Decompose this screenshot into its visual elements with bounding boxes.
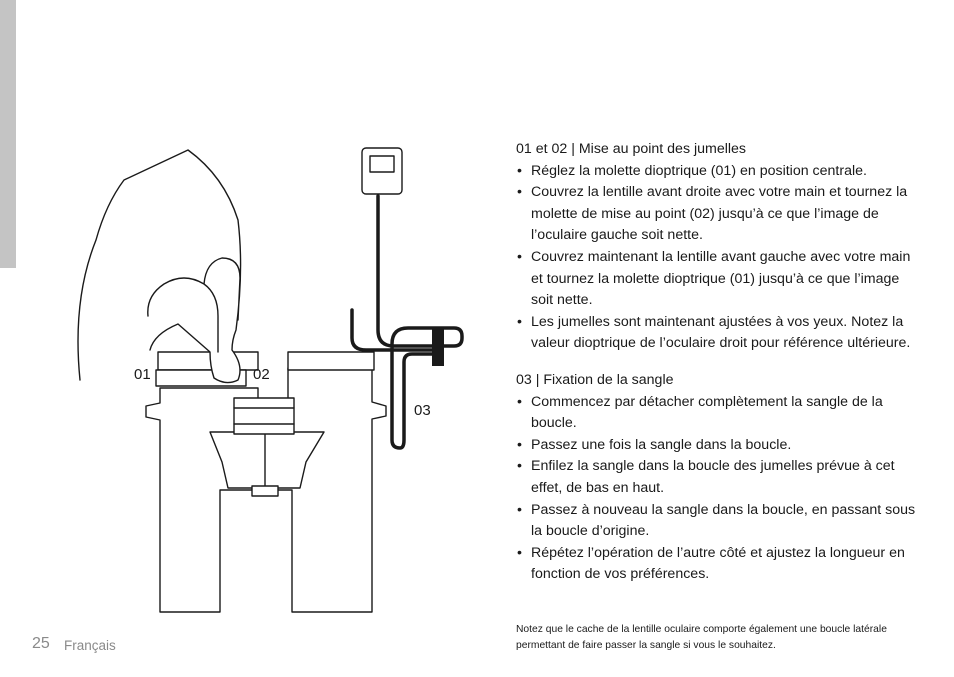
list-item: • Les jumelles sont maintenant ajustées à vos yeux. Notez la valeur dioptrique de l’oculaire droit pour référence ultérieure.: [516, 312, 920, 355]
callout-03: 03: [414, 402, 431, 419]
instructions: [516, 139, 920, 586]
list-item: • Passez à nouveau la sangle dans la boucle, en passant sous la boucle d’origine.: [516, 500, 920, 543]
strap-section-title: 03 | Fixation de la sangle: [516, 371, 674, 388]
list-item: • Commencez par détacher complètement la sangle de la boucle.: [516, 392, 920, 435]
list-item: • Réglez la molette dioptrique (01) en position centrale.: [516, 161, 920, 183]
page-number: 25: [32, 635, 50, 652]
right-eyecup: [288, 352, 374, 370]
footnote: Notez que le cache de la lentille oculaire comporte également une boucle latérale permettant de faire passer la sangle si vous le souhaitez.: [516, 624, 887, 651]
strap-steps: [516, 392, 920, 586]
focus-steps: [516, 161, 920, 355]
left-eyecup: [158, 352, 258, 370]
list-item: • Passez une fois la sangle dans la boucle.: [516, 435, 920, 457]
callout-02: 02: [253, 366, 270, 383]
language-label: Français: [64, 638, 116, 653]
list-item: • Couvrez maintenant la lentille avant gauche avec votre main et tournez la molette dioptrique (01) jusqu’à ce que l’image soit nette.: [516, 247, 920, 312]
list-item: • Enfilez la sangle dans la boucle des jumelles prévue à cet effet, de bas en haut.: [516, 456, 920, 499]
list-item: • Couvrez la lentille avant droite avec votre main et tournez la molette de mise au point (02) jusqu’à ce que l’image de l’oculaire gauche soit nette.: [516, 182, 920, 247]
hand: [78, 150, 241, 383]
focus-wheel: [234, 398, 294, 434]
callout-01: 01: [134, 366, 151, 383]
list-item: • Répétez l’opération de l’autre côté et ajustez la longueur en fonction de vos préférences.: [516, 543, 920, 586]
focus-section-title: 01 et 02 | Mise au point des jumelles: [516, 141, 747, 157]
